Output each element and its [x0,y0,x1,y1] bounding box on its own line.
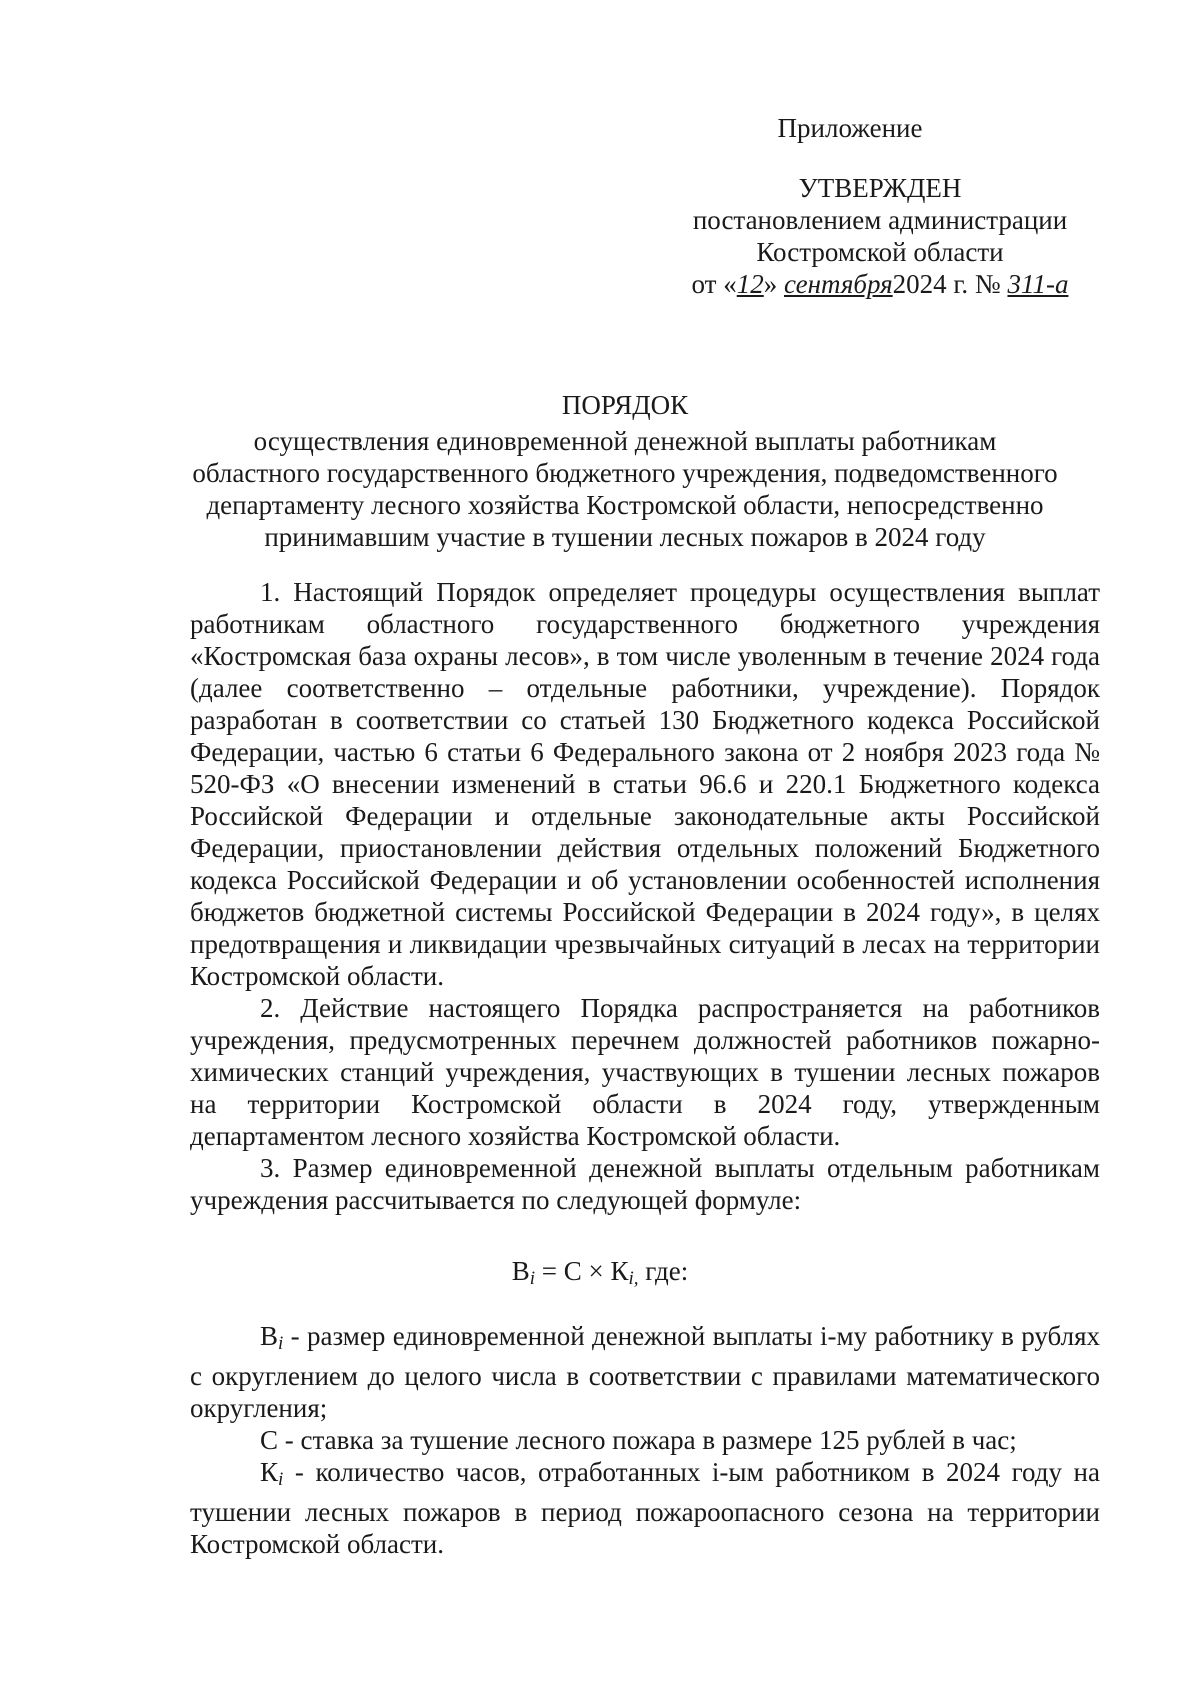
definition-k-index: i [278,1469,284,1490]
paragraph-1: 1. Настоящий Порядок определяет процедуры осуществления выплат работникам областного государственного бюджетного учреждения «Костромская база охраны лесов», в том числе уволенным в течение 2024 года (далее соответственно – отдельные работники, учреждение). Порядок разработан в соответствии со статьей 130 Бюджетного кодекса Российской Федерации, частью 6 статьи 6 Федерального закона от 2 ноября 2023 года № 520-ФЗ «О внесении изменений в статьи 96.6 и 220.1 Бюджетного кодекса Российской Федерации и отдельные законодательные акты Российской Федерации, приостановлении действия отдельных положений Бюджетного кодекса Российской Федерации и об установлении особенностей исполнения бюджетов бюджетной системы Российской Федерации в 2024 году», в целях предотвращения и ликвидации чрезвычайных ситуаций в лесах на территории Костромской области. [190,577,1100,991]
title-line-1: осуществления единовременной денежной выплаты работникам [253,426,997,456]
document-title-block [170,389,1080,553]
approved-by-line1: постановлением администрации [692,205,1068,235]
approval-block [600,112,1160,144]
formula-b-index: i [529,1268,536,1289]
approved-by-line2: Костромской области [756,237,1004,267]
body-section [190,576,1100,1216]
formula-tail: где: [638,1256,689,1286]
title-line-2: областного государственного бюджетного учреждения, подведомственного [192,458,1058,488]
formula-k-index: i, [628,1268,639,1289]
formula [0,1256,1200,1290]
approval-date-line [600,268,1160,300]
definition-k-text: - количество часов, отработанных i-ым работником в 2024 году на тушении лесных пожаров в период пожароопасного сезона на территории Костромской области. [190,1457,1100,1559]
definition-b [190,1320,1100,1424]
definition-k-symbol: К [260,1457,279,1487]
formula-body: = С × К [535,1256,629,1286]
definitions-section [190,1320,1100,1560]
definition-k [190,1456,1100,1560]
definition-b-symbol: В [260,1321,279,1351]
date-year: 2024 г. № [892,269,1008,299]
date-day: 12 [736,269,764,299]
title-line-3: департаменту лесного хозяйства Костромской области, непосредственно [206,490,1044,520]
definition-c: С - ставка за тушение лесного пожара в размере 125 рублей в час; [260,1425,1017,1455]
date-month: сентября [783,269,893,299]
title-line-4: принимавшим участие в тушении лесных пожаров в 2024 году [264,522,986,552]
definition-b-index: i [278,1333,284,1354]
approved-label: УТВЕРЖДЕН [798,173,962,203]
appendix-label: Приложение [777,113,923,143]
document-heading: ПОРЯДОК [561,390,689,420]
date-mid: » [763,269,784,299]
paragraph-2: 2. Действие настоящего Порядка распространяется на работников учреждения, предусмотренных перечнем должностей работников пожарно-химических станций учреждения, участвующих в тушении лесных пожаров на территории Костромской области в 2024 году, утвержденным департаментом лесного хозяйства Костромской области. [190,993,1100,1151]
document-number: 311-а [1007,269,1069,299]
formula-b: В [511,1256,530,1286]
date-prefix: от « [691,269,737,299]
approval-stamp [600,172,1160,300]
paragraph-3: 3. Размер единовременной денежной выплаты отдельным работникам учреждения рассчитывается по следующей формуле: [190,1153,1100,1215]
definition-b-text: - размер единовременной денежной выплаты i-му работнику в рублях с округлением до целого числа в соответствии с правилами математического округления; [190,1321,1100,1423]
